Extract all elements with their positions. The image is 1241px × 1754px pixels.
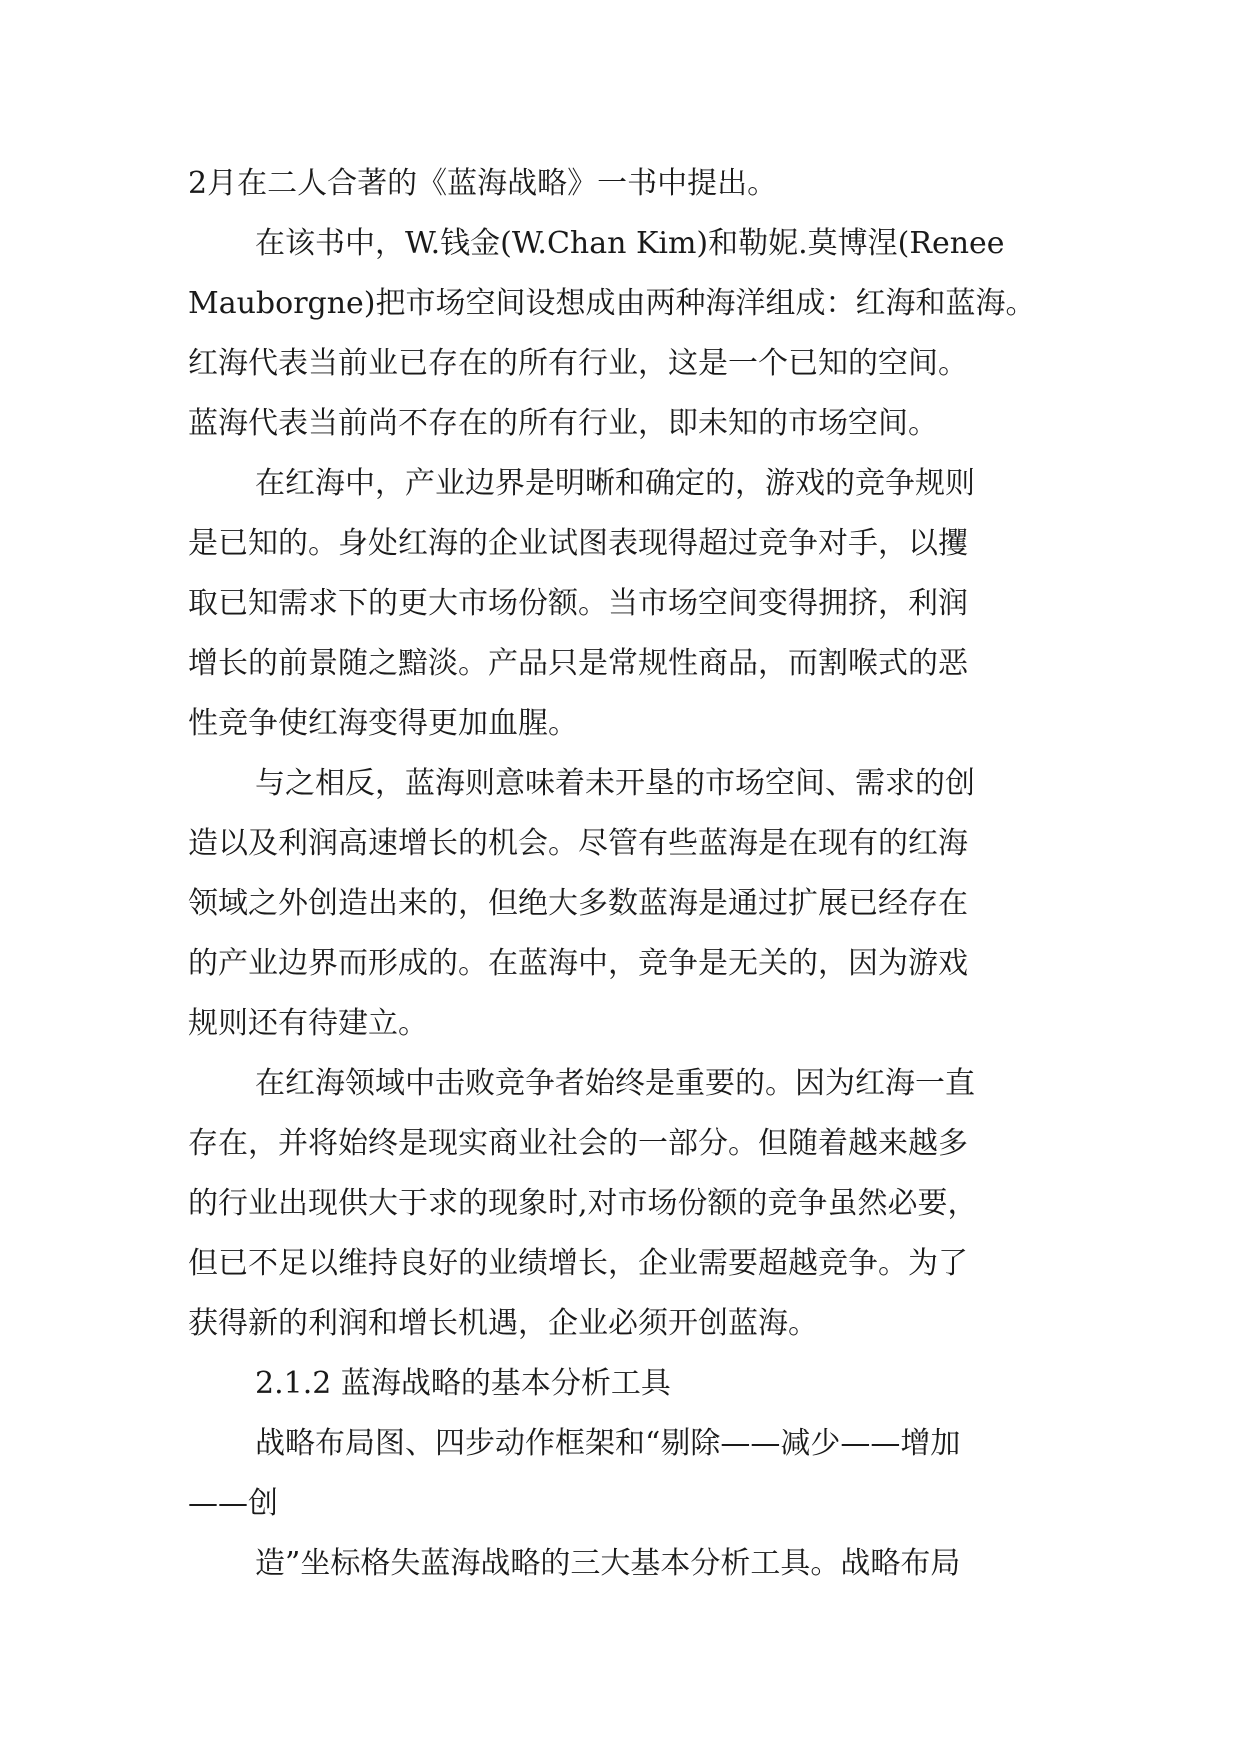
text-line: 蓝海代表当前尚不存在的所有行业，即未知的市场空间。 [188, 406, 938, 441]
text-line: 造”坐标格失蓝海战略的三大基本分析工具。战略布局 [255, 1546, 961, 1581]
text-line: 的产业边界而形成的。在蓝海中，竞争是无关的，因为游戏 [188, 946, 968, 981]
text-line: ——创 [188, 1486, 278, 1521]
text-line: 的行业出现供大于求的现象时,对市场份额的竞争虽然必要， [188, 1186, 978, 1221]
text-line: 领域之外创造出来的，但绝大多数蓝海是通过扩展已经存在 [188, 886, 968, 921]
text-line: 2月在二人合著的《蓝海战略》一书中提出。 [188, 166, 778, 201]
text-line: 战略布局图、四步动作框架和“剔除——减少——增加 [255, 1426, 961, 1461]
text-line: 存在，并将始终是现实商业社会的一部分。但随着越来越多 [188, 1126, 968, 1161]
text-line: 在红海中，产业边界是明晰和确定的，游戏的竞争规则 [255, 466, 975, 501]
text-line: 增长的前景随之黯淡。产品只是常规性商品，而割喉式的恶 [188, 646, 968, 681]
text-line: 规则还有待建立。 [188, 1006, 428, 1041]
text-line: 在该书中，W.钱金(W.Chan Kim)和勒妮.莫博涅(Renee [255, 226, 1005, 261]
text-line: 造以及利润高速增长的机会。尽管有些蓝海是在现有的红海 [188, 826, 968, 861]
text-line: 获得新的利润和增长机遇，企业必须开创蓝海。 [188, 1306, 818, 1341]
text-line: 性竞争使红海变得更加血腥。 [188, 706, 578, 741]
text-line: 在红海领域中击败竞争者始终是重要的。因为红海一直 [255, 1066, 975, 1101]
text-line: 但已不足以维持良好的业绩增长，企业需要超越竞争。为了 [188, 1246, 968, 1281]
text-line: 取已知需求下的更大市场份额。当市场空间变得拥挤，利润 [188, 586, 968, 621]
text-line: 与之相反，蓝海则意味着未开垦的市场空间、需求的创 [255, 766, 975, 801]
text-line: Mauborgne)把市场空间设想成由两种海洋组成：红海和蓝海。 [188, 286, 1036, 321]
text-line: 红海代表当前业已存在的所有行业，这是一个已知的空间。 [188, 346, 968, 381]
text-line: 是已知的。身处红海的企业试图表现得超过竞争对手，以攫 [188, 526, 968, 561]
section-heading: 2.1.2 蓝海战略的基本分析工具 [255, 1366, 671, 1401]
